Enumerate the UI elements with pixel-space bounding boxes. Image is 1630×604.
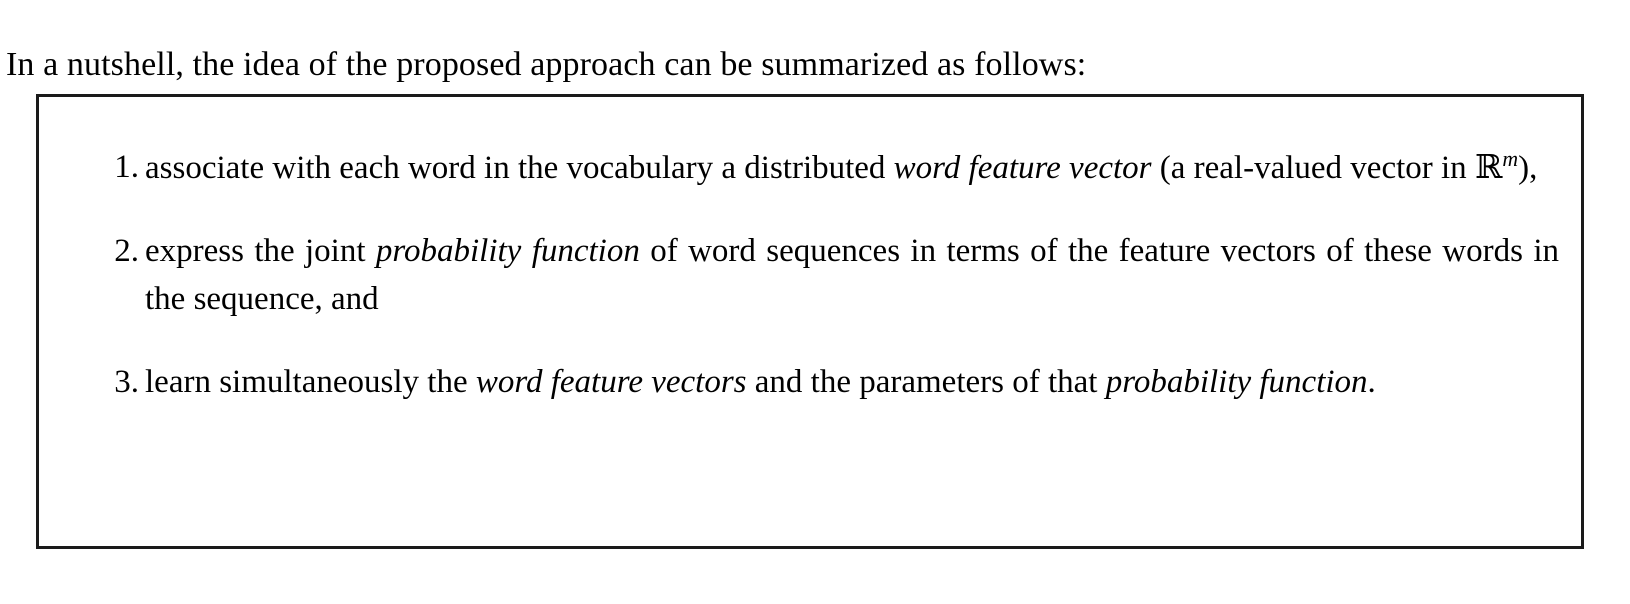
list-item-marker: 2. xyxy=(114,232,139,269)
list-item-text: associate with each word in the vocabulary a distributed word feature vector (a real-valued vector in ℝ$^m$), xyxy=(145,147,1538,186)
emphasis-word-feature-vectors: word feature vectors xyxy=(475,363,747,400)
numbered-list xyxy=(97,143,1559,406)
list-item xyxy=(97,358,1559,407)
intro-paragraph: In a nutshell, the idea of the proposed approach can be summarized as follows: xyxy=(6,46,1087,83)
framed-summary-box xyxy=(36,94,1584,549)
list-item-text: learn simultaneously the word feature vectors and the parameters of that probability function. xyxy=(145,363,1376,400)
emphasis-word-feature-vector: word feature vector xyxy=(893,150,1152,186)
list-item xyxy=(97,143,1559,193)
superscript-m: m xyxy=(1502,147,1519,171)
list-item-text: express the joint probability function of word sequences in terms of the feature vectors of these words in the sequence, and xyxy=(145,232,1559,317)
list-item-marker: 1. xyxy=(114,149,139,185)
list-item-marker: 3. xyxy=(114,363,139,400)
emphasis-probability-function: probability function xyxy=(1105,363,1368,400)
list-item xyxy=(97,227,1559,324)
blackboard-r-symbol: ℝ xyxy=(1474,147,1503,186)
emphasis-probability-function: probability function xyxy=(375,232,640,269)
